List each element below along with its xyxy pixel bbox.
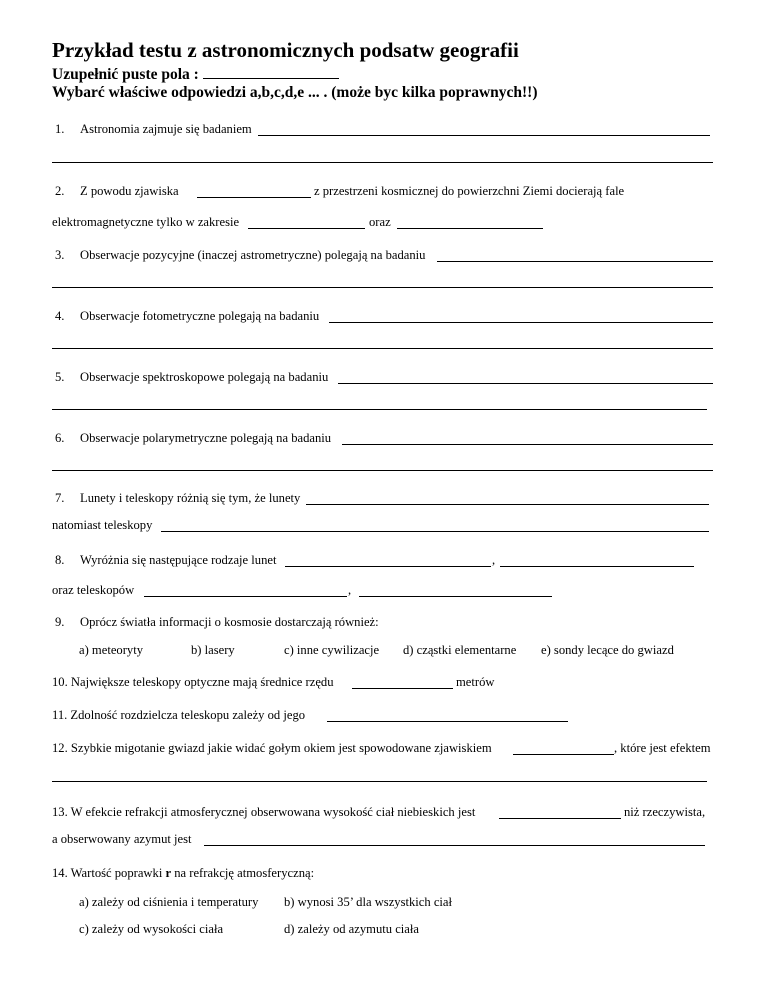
- q9-text: Oprócz światła informacji o kosmosie dostarczają również:: [80, 615, 379, 629]
- q14-title: [52, 866, 314, 881]
- q10-blank[interactable]: [352, 688, 453, 689]
- q11-text: 11. Zdolność rozdzielcza teleskopu zależy od jego: [52, 708, 306, 722]
- q1-text: Astronomia zajmuje się badaniem: [80, 122, 252, 136]
- q8-blank-4[interactable]: [359, 596, 552, 597]
- q12-text-a: 12. Szybkie migotanie gwiazd jakie widać gołym okiem jest spowodowane zjawiskiem: [52, 741, 492, 755]
- q6-answer-line-2[interactable]: [52, 470, 713, 471]
- q14-text-a: 14. Wartość poprawki: [52, 866, 163, 880]
- q2-blank-3[interactable]: [397, 228, 543, 229]
- page-title: Przykład testu z astronomicznych podsatw geografii: [52, 38, 519, 62]
- q8-blank-3[interactable]: [144, 596, 347, 597]
- q7-answer-line-2[interactable]: [161, 531, 709, 532]
- q4-number: 4.: [55, 309, 65, 323]
- q8-line2: oraz teleskopów: [52, 583, 135, 597]
- q12-text-b: , które jest efektem: [614, 741, 711, 755]
- q5-number: 5.: [55, 370, 65, 384]
- q9-option-e[interactable]: e) sondy lecące do gwiazd: [541, 643, 674, 657]
- q8-blank-2[interactable]: [500, 566, 694, 567]
- q2-blank-1[interactable]: [197, 197, 311, 198]
- q14-option-a[interactable]: a) zależy od ciśnienia i temperatury: [79, 895, 259, 909]
- q10-text-b: metrów: [456, 675, 495, 689]
- q9-option-a[interactable]: a) meteoryty: [79, 643, 143, 657]
- q4-answer-line-1[interactable]: [329, 322, 713, 323]
- q2-line2-b: oraz: [369, 215, 391, 229]
- q8-blank-1[interactable]: [285, 566, 491, 567]
- q13-line2: a obserwowany azymut jest: [52, 832, 192, 846]
- q12-answer-line-2[interactable]: [52, 781, 707, 782]
- q4-text: Obserwacje fotometryczne polegają na badaniu: [80, 309, 320, 323]
- instruction-fill-text: Uzupełnić puste pola :: [52, 66, 199, 83]
- q7-answer-line-1[interactable]: [306, 504, 709, 505]
- q5-text: Obserwacje spektroskopowe polegają na badaniu: [80, 370, 329, 384]
- q9-option-c[interactable]: c) inne cywilizacje: [284, 643, 380, 657]
- q14-option-d[interactable]: d) zależy od azymutu ciała: [284, 922, 419, 936]
- q13-blank-1[interactable]: [499, 818, 621, 819]
- q13-text-b: niż rzeczywista,: [624, 805, 706, 819]
- q1-number: 1.: [55, 122, 65, 136]
- q8-comma: ,: [492, 553, 496, 567]
- q11-blank[interactable]: [327, 721, 568, 722]
- q5-answer-line-2[interactable]: [52, 409, 707, 410]
- q13-blank-2[interactable]: [204, 845, 705, 846]
- q7-text: Lunety i teleskopy różnią się tym, że lunety: [80, 491, 301, 505]
- q14-option-c[interactable]: c) zależy od wysokości ciała: [79, 922, 224, 936]
- q14-option-b[interactable]: b) wynosi 35’ dla wszystkich ciał: [284, 895, 452, 909]
- q3-number: 3.: [55, 248, 65, 262]
- q1-answer-line-1[interactable]: [258, 135, 710, 136]
- q3-text: Obserwacje pozycyjne (inaczej astrometryczne) polegają na badaniu: [80, 248, 426, 262]
- q2-text-b: z przestrzeni kosmicznej do powierzchni Ziemi docierają fale: [314, 184, 625, 198]
- q10-text-a: 10. Największe teleskopy optyczne mają średnice rzędu: [52, 675, 334, 689]
- q9-option-d[interactable]: d) cząstki elementarne: [403, 643, 517, 657]
- q3-answer-line-2[interactable]: [52, 287, 713, 288]
- q1-answer-line-2[interactable]: [52, 162, 713, 163]
- q14-variable-r: r: [165, 866, 172, 880]
- q2-text-a: Z powodu zjawiska: [80, 184, 179, 198]
- q6-number: 6.: [55, 431, 65, 445]
- instruction-blank: [203, 77, 339, 79]
- q6-answer-line-1[interactable]: [342, 444, 713, 445]
- instruction-fill: [52, 66, 339, 84]
- q12-blank-1[interactable]: [513, 754, 614, 755]
- q2-line2-a: elektromagnetyczne tylko w zakresie: [52, 215, 240, 229]
- q2-number: 2.: [55, 184, 65, 198]
- instruction-choose: Wybarć właściwe odpowiedzi a,b,c,d,e ... . (może byc kilka poprawnych!!): [52, 84, 538, 101]
- q6-text: Obserwacje polarymetryczne polegają na badaniu: [80, 431, 332, 445]
- q8-comma-2: ,: [348, 583, 352, 597]
- q9-number: 9.: [55, 615, 65, 629]
- q14-text-b: na refrakcję atmosferyczną:: [174, 866, 315, 880]
- q7-number: 7.: [55, 491, 65, 505]
- q8-text: Wyróżnia się następujące rodzaje lunet: [80, 553, 277, 567]
- q2-blank-2[interactable]: [248, 228, 365, 229]
- q3-answer-line-1[interactable]: [437, 261, 713, 262]
- q7-line2: natomiast teleskopy: [52, 518, 153, 532]
- q5-answer-line-1[interactable]: [338, 383, 713, 384]
- q9-option-b[interactable]: b) lasery: [191, 643, 235, 657]
- q13-text-a: 13. W efekcie refrakcji atmosferycznej obserwowana wysokość ciał niebieskich jest: [52, 805, 476, 819]
- q8-number: 8.: [55, 553, 65, 567]
- q4-answer-line-2[interactable]: [52, 348, 713, 349]
